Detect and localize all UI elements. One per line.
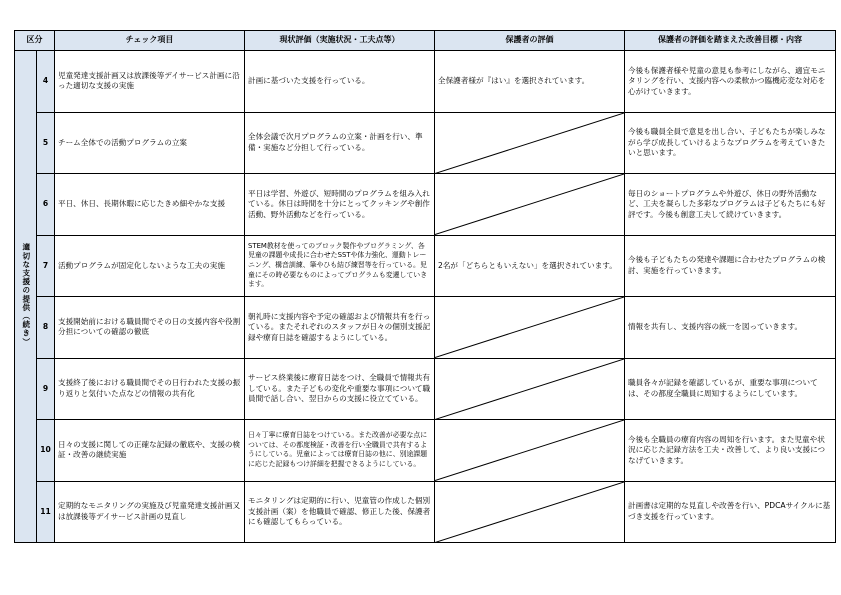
row-number: 9 bbox=[37, 358, 55, 420]
current-eval-text: 平日は学習、外遊び、短時間のプログラムを組み入れている。休日は時間を十分にとってクッキングや創作活動、野外活動などを行っている。 bbox=[245, 174, 435, 236]
diagonal-slash bbox=[435, 420, 624, 481]
row-number: 10 bbox=[37, 420, 55, 482]
improvement-text: 職員各々が記録を確認しているが、重要な事項については、その都度全職員に周知するようにしています。 bbox=[625, 358, 836, 420]
current-eval-text: 日々丁寧に療育日誌をつけている。また改善が必要な点については、その都度検証・改善を行い全職員で共有するようにしている。児童によっては療育日誌の他に、別途課題に応じた記録もつけ詳細を把握できるようにしている。 bbox=[245, 420, 435, 482]
row-number: 5 bbox=[37, 112, 55, 174]
guardian-eval-empty bbox=[435, 358, 625, 420]
category-cell bbox=[15, 51, 37, 543]
header-check-item: チェック項目 bbox=[55, 31, 245, 51]
row-number: 6 bbox=[37, 174, 55, 236]
row-number: 11 bbox=[37, 481, 55, 543]
improvement-text: 今後も職員全員で意見を出し合い、子どもたちが楽しみながら学び成長していけるようなプログラムを考えていきたいと思います。 bbox=[625, 112, 836, 174]
check-item-text: 児童発達支援計画又は放課後等デイサービス計画に沿った適切な支援の実施 bbox=[55, 51, 245, 113]
guardian-eval-empty bbox=[435, 174, 625, 236]
current-eval-text: 朝礼時に支援内容や予定の確認および情報共有を行っている。またそれぞれのスタッフが日々の個別支援記録や療育日誌を確認するようにしている。 bbox=[245, 297, 435, 359]
table-row bbox=[15, 420, 836, 482]
check-item-text: 支援開始前における職員間でその日の支援内容や役割分担についての確認の徹底 bbox=[55, 297, 245, 359]
row-number: 4 bbox=[37, 51, 55, 113]
guardian-eval-empty bbox=[435, 297, 625, 359]
table-row bbox=[15, 235, 836, 297]
diagonal-slash bbox=[435, 174, 624, 235]
improvement-text: 今後も保護者様や児童の意見も参考にしながら、適宜モニタリングを行い、支援内容への柔軟かつ臨機応変な対応を心がけていきます。 bbox=[625, 51, 836, 113]
current-eval-text: サービス終業後に療育日誌をつけ、全職員で情報共有している。また子どもの変化や重要な事項について職員間で話し合い、翌日からの支援に役立てている。 bbox=[245, 358, 435, 420]
current-eval-text: 計画に基づいた支援を行っている。 bbox=[245, 51, 435, 113]
guardian-eval-text: 2名が「どちらともいえない」を選択されています。 bbox=[435, 235, 625, 297]
check-item-text: 定期的なモニタリングの実施及び児童発達支援計画又は放課後等デイサービス計画の見直し bbox=[55, 481, 245, 543]
table-row bbox=[15, 174, 836, 236]
header-current-eval: 現状評価（実施状況・工夫点等） bbox=[245, 31, 435, 51]
row-number: 8 bbox=[37, 297, 55, 359]
diagonal-slash bbox=[435, 297, 624, 358]
check-item-text: 活動プログラムが固定化しないような工夫の実施 bbox=[55, 235, 245, 297]
current-eval-text: 全体会議で次月プログラムの立案・計画を行い、準備・実施など分担して行っている。 bbox=[245, 112, 435, 174]
check-item-text: 平日、休日、長期休暇に応じたきめ細やかな支援 bbox=[55, 174, 245, 236]
table-row bbox=[15, 297, 836, 359]
header-row bbox=[15, 31, 836, 51]
guardian-eval-text: 全保護者様が『はい』を選択されています。 bbox=[435, 51, 625, 113]
table-row bbox=[15, 51, 836, 113]
evaluation-table bbox=[14, 30, 836, 543]
diagonal-slash bbox=[435, 359, 624, 420]
diagonal-slash bbox=[435, 482, 624, 543]
guardian-eval-empty bbox=[435, 420, 625, 482]
improvement-text: 今後も子どもたちの発達や課題に合わせたプログラムの検討、実施を行っていきます。 bbox=[625, 235, 836, 297]
table-row bbox=[15, 481, 836, 543]
header-improvement: 保護者の評価を踏まえた改善目標・内容 bbox=[625, 31, 836, 51]
table-row bbox=[15, 112, 836, 174]
check-item-text: 支援終了後における職員間でその日行われた支援の振り返りと気付いた点などの情報の共有化 bbox=[55, 358, 245, 420]
header-category: 区分 bbox=[15, 31, 55, 51]
guardian-eval-empty bbox=[435, 481, 625, 543]
improvement-text: 今後も全職員の療育内容の周知を行います。また児童や状況に応じた記録方法を工夫・改善して、より良い支援につなげていきます。 bbox=[625, 420, 836, 482]
header-guardian-eval: 保護者の評価 bbox=[435, 31, 625, 51]
category-label: 適切な支援の提供（続き） bbox=[21, 243, 31, 347]
improvement-text: 情報を共有し、支援内容の統一を図っていきます。 bbox=[625, 297, 836, 359]
table-row bbox=[15, 358, 836, 420]
row-number: 7 bbox=[37, 235, 55, 297]
improvement-text: 計画書は定期的な見直しや改善を行い、PDCAサイクルに基づき支援を行っています。 bbox=[625, 481, 836, 543]
guardian-eval-empty bbox=[435, 112, 625, 174]
check-item-text: チーム全体での活動プログラムの立案 bbox=[55, 112, 245, 174]
current-eval-text: モニタリングは定期的に行い、児童管の作成した個別支援計画（案）を他職員で確認、修正した後、保護者にも確認してもらっている。 bbox=[245, 481, 435, 543]
improvement-text: 毎日のショートプログラムや外遊び、休日の野外活動など、工夫を凝らした多彩なプログラムは子どもたちにも好評です。今後も創意工夫して続けていきます。 bbox=[625, 174, 836, 236]
diagonal-slash bbox=[435, 113, 624, 174]
check-item-text: 日々の支援に関しての正確な記録の徹底や、支援の検証・改善の継続実施 bbox=[55, 420, 245, 482]
current-eval-text: STEM教材を使ってのブロック製作やプログラミング、各児童の課題や成長に合わせたSSTや体力強化、運動トレーニング、構音訓練、筆やひも結び練習等を行っている。児童にその時必要なものによってプログラムも変遷していきます。 bbox=[245, 235, 435, 297]
